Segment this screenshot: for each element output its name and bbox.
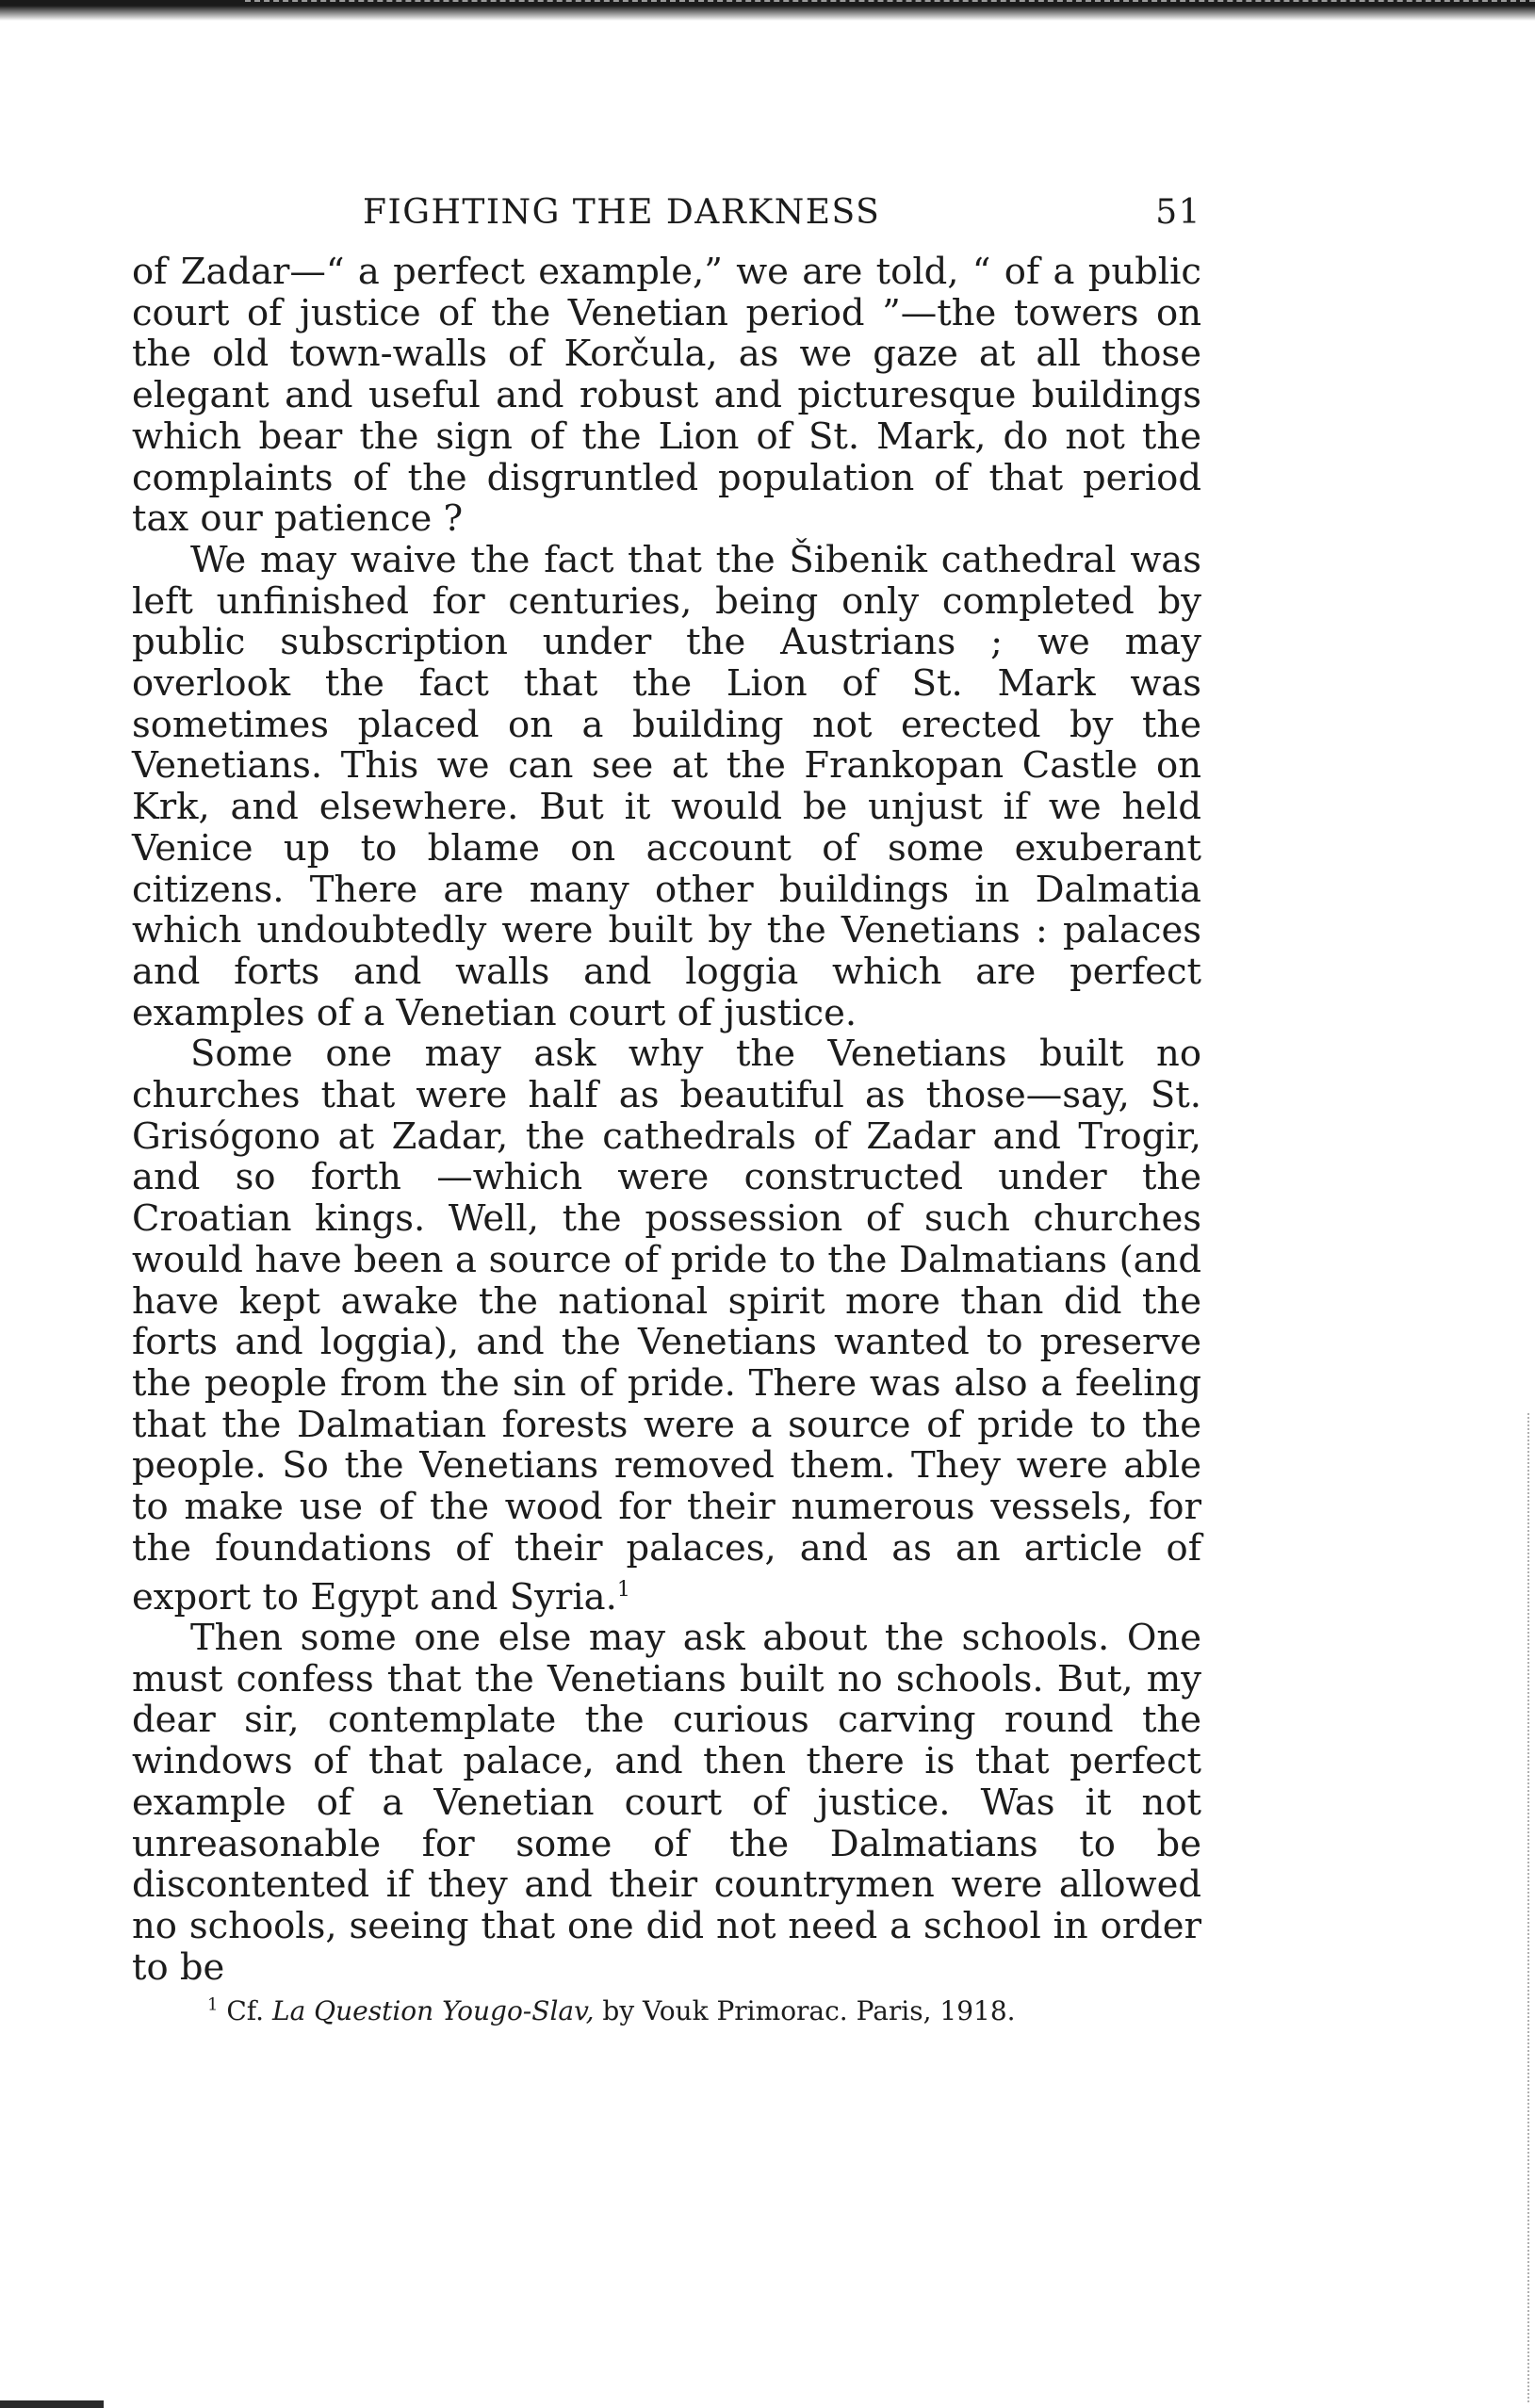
footnote-marker: 1	[207, 1995, 219, 2016]
right-margin-scan-marks	[1514, 1413, 1529, 2402]
footnote	[132, 1995, 1201, 2027]
bottom-scan-edge	[0, 2400, 104, 2408]
footnote-rest: by Vouk Primorac. Paris, 1918.	[602, 1995, 1016, 2027]
book-page	[132, 193, 1201, 2027]
paragraph-2: We may waive the fact that the Šibenik cathedral was left unfinished for centuries, being only completed by public subscription under the Austrians ; we may overlook the fact that the Lion of St. Mark was sometimes placed on a building not erected by the Venetians. This we can see at the Frankopan Castle on Krk, and elsewhere. But it would be unjust if we held Venice up to blame on account of some exuberant citizens. There are many other buildings in Dalmatia which undoubtedly were built by the Venetians : palaces and forts and walls and loggia which are perfect examples of a Venetian court of justice.	[132, 538, 1201, 1034]
top-scan-edge-dashes	[245, 0, 1535, 6]
footnote-prefix: Cf.	[226, 1995, 265, 2027]
page-number: 51	[1155, 193, 1201, 232]
paragraph-1: of Zadar—“ a perfect example,” we are told, “ of a public court of justice of the Venetian period ”—the towers on the old town-walls of Korčula, as we gaze at all those elegant and useful and robust and picturesque buildings which bear the sign of the Lion of St. Mark, do not the complaints of the disgruntled population of that period tax our patience ?	[132, 251, 1201, 541]
footnote-reference: 1	[616, 1577, 630, 1602]
running-title: FIGHTING THE DARKNESS	[363, 193, 881, 232]
paragraph-3	[132, 1033, 1201, 1618]
running-head	[132, 193, 1201, 246]
paragraph-3-text: Some one may ask why the Venetians built no churches that were half as beautiful as those—say, St. Grisógono at Zadar, the cathedrals of Zadar and Trogir, and so forth —which were constructed under the Croatian kings. Well, the possession of such churches would have been a source of pride to the Dalmatians (and have kept awake the national spirit more than did the forts and loggia), and the Venetians wanted to preserve the people from the sin of pride. There was also a feeling that the Dalmatian forests were a source of pride to the people. So the Venetians removed them. They were able to make use of the wood for their numerous vessels, for the foundations of their palaces, and as an article of export to Egypt and Syria.	[132, 1033, 1201, 1619]
body-text	[132, 252, 1201, 1988]
footnote-title: La Question Yougo-Slav,	[271, 1995, 595, 2027]
paragraph-4: Then some one else may ask about the schools. One must confess that the Venetians built no schools. But, my dear sir, contemplate the curious carving round the windows of that palace, and then there is that perfect example of a Venetian court of justice. Was it not unreasonable for some of the Dalmatians to be discontented if they and their countrymen were allowed no schools, seeing that one did not need a school in order to be	[132, 1617, 1201, 1989]
